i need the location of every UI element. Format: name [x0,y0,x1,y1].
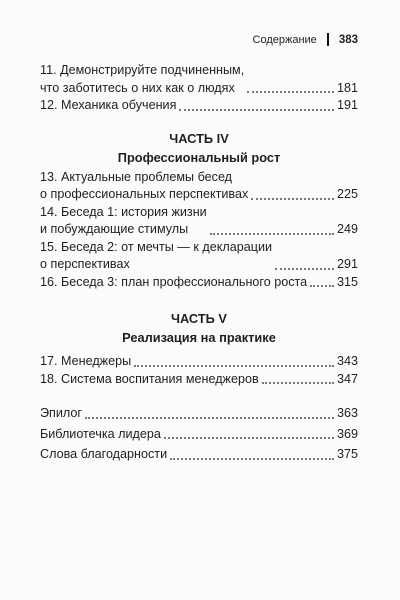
toc-entry-text: о профессиональных перспективах [40,187,249,201]
running-head-section: Содержание [252,33,317,46]
toc-entry-12 [40,97,358,115]
leader-dots [275,268,334,270]
leader-dots [247,91,334,93]
toc-page-number: 375 [336,447,358,461]
toc-entry-epilogue [40,405,358,423]
toc-entry-text: 18. Система воспитания менеджеров [40,371,259,386]
toc-entry-text: что заботитесь о них как о людях [40,80,235,95]
toc-entry-18 [40,371,358,389]
toc-entry-text: Библиотечка лидера [40,426,161,441]
toc-entry-acknowledgements [40,446,358,464]
part-5-label: ЧАСТЬ V [171,311,227,326]
leader-dots [134,365,334,367]
toc-entry-library [40,426,358,444]
toc-page-number: 343 [336,354,358,368]
toc-entry-text: Эпилог [40,406,82,420]
toc-entry-text: 14. Беседа 1: история жизни [40,204,207,219]
leader-dots [164,437,334,439]
toc-entry-17 [40,353,358,371]
part-5-title: Реализация на практике [122,330,276,345]
running-head [40,33,358,46]
toc-entry-text: 12. Механика обучения [40,98,177,112]
toc-entry-16 [40,274,358,292]
toc-entry-text: 15. Беседа 2: от мечты — к декларации [40,239,273,254]
leader-dots [170,458,334,460]
page-number: 383 [338,33,358,46]
leader-dots [179,109,334,111]
toc-page-number: 181 [336,80,358,95]
leader-dots [262,382,334,384]
toc-entry-text: 16. Беседа 3: план профессионального роста [40,274,308,289]
toc-page-number: 363 [336,406,358,420]
table-of-contents [40,62,358,464]
toc-entry-13 [40,169,358,204]
toc-entry-14 [40,204,358,239]
part-4-label: ЧАСТЬ IV [169,130,229,146]
toc-page-number: 191 [336,98,358,112]
toc-page-number: 291 [336,257,358,271]
toc-entry-15 [40,239,358,274]
leader-dots [85,417,334,419]
toc-entry-text: о перспективах [40,257,130,271]
toc-page-number: 369 [336,426,358,441]
running-head-divider [327,33,329,46]
toc-entry-text: Слова благодарности [40,447,168,461]
toc-page-number: 347 [336,371,358,386]
leader-dots [310,285,334,287]
toc-entry-11 [40,62,358,97]
toc-page-number: 249 [336,222,358,236]
part-4-title: Профессиональный рост [117,149,281,165]
leader-dots [251,198,334,200]
toc-entry-text: 11. Демонстрируйте подчиненным, [40,63,245,77]
toc-entry-text: и побуждающие стимулы [40,222,189,236]
toc-page-number: 315 [336,274,358,289]
leader-dots [210,233,334,235]
toc-entry-text: 17. Менеджеры [40,354,132,368]
toc-page-number: 225 [336,187,358,201]
toc-entry-text: 13. Актуальные проблемы бесед [40,169,233,184]
